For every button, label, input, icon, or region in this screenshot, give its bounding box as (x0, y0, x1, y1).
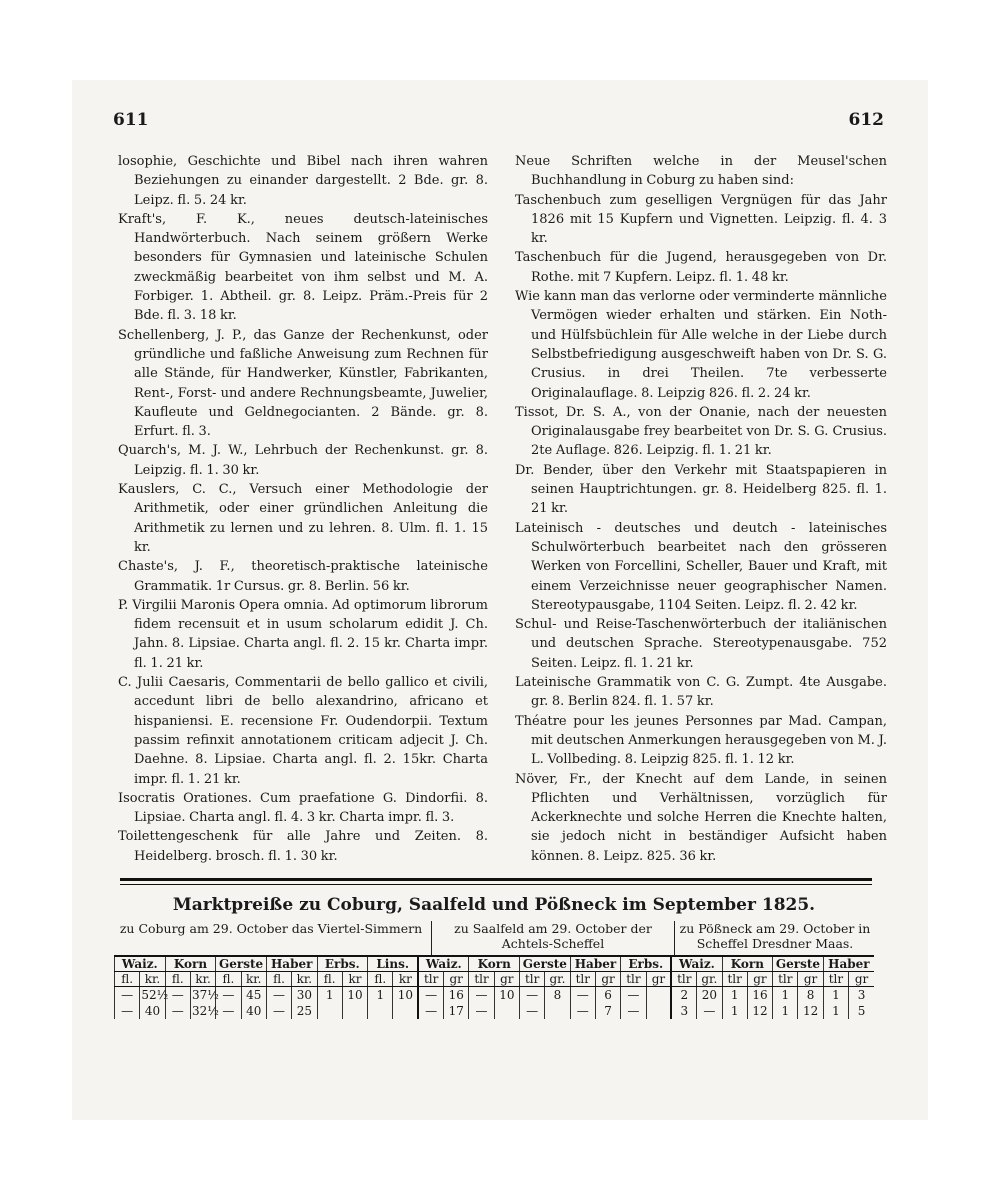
market-title: Marktpreiße zu Coburg, Saalfeld und Pößneck im September 1825. (172, 895, 816, 915)
price-cell (646, 987, 671, 1004)
unit-header: gr (798, 972, 823, 987)
price-cell: — (266, 987, 291, 1004)
price-cell: 32½ (191, 1004, 219, 1018)
unit-header: tlr (520, 972, 545, 987)
unit-header: tlr (773, 972, 798, 987)
unit-header: kr. (292, 972, 317, 987)
table-row (115, 1003, 875, 1019)
price-cell: 30 (292, 987, 317, 1004)
price-cell (317, 1003, 342, 1019)
table-row (115, 987, 875, 1004)
unit-header: tlr (671, 972, 696, 987)
price-cell: 1 (823, 987, 848, 1004)
commodity-header: Haber (266, 956, 317, 972)
price-cell: 40 (140, 1003, 165, 1019)
book-entry: Schul- und Reise-Taschenwörterbuch der italiänischen und deutschen Sprache. Stereotypenausgabe. 752 Seiten. Leipz. fl. 1. 21 kr. (515, 617, 887, 671)
price-cell: — (216, 987, 241, 1004)
commodity-header-row (115, 956, 875, 972)
unit-header: gr (494, 972, 519, 987)
price-cell: — (520, 1003, 545, 1019)
price-cell: — (165, 1003, 190, 1019)
price-cell: 17 (444, 1003, 469, 1019)
book-entry: Kraft's, F. K., neues deutsch-lateinisches Handwörterbuch. Nach seinem größern Werke besonders für Gymnasien und lateinische Schulen zweckmäßig bearbeitet von ihm selbst und M. A. Forbiger. 1. Abtheil. gr. 8. Leipz. Präm.-Preis für 2 Bde. fl. 3. 18 kr. (118, 211, 488, 324)
book-entry: Kauslers, C. C., Versuch einer Methodologie der Arithmetik, oder einer gründlichen Anleitung die Arithmetik zu lernen und zu lehren. 8. Ulm. fl. 1. 15 kr. (118, 482, 488, 555)
section-heading: Neue Schriften welche in der Meusel'schen Buchhandlung in Coburg zu haben sind: (515, 154, 887, 189)
book-entry: C. Julii Caesaris, Commentarii de bello gallico et civili, accedunt libri de bello alexandrino, africano et hispaniensi. E. recensione Fr. Oudendorpii. Textum passim refinxit annotationem criticam adjecit J. Ch. Daehne. 8. Lipsiae. Charta angl. fl. 2. 15kr. Charta impr. fl. 1. 21 kr. (118, 675, 488, 787)
price-rows (115, 987, 875, 1020)
price-cell: 3 (671, 1003, 696, 1019)
unit-header: gr. (545, 972, 570, 987)
price-cell (393, 1003, 418, 1019)
price-cell: — (520, 987, 545, 1004)
unit-header: tlr (570, 972, 595, 987)
commodity-header: Korn (165, 956, 216, 972)
unit-header: fl. (216, 972, 241, 987)
market-group-headers (114, 921, 874, 955)
unit-header: gr (595, 972, 620, 987)
price-cell: 10 (494, 987, 519, 1004)
unit-header: tlr (722, 972, 747, 987)
commodity-header: Korn (722, 956, 773, 972)
price-cell: — (621, 1003, 646, 1019)
commodity-header: Waiz. (671, 956, 722, 972)
unit-header: fl. (317, 972, 342, 987)
group-divider (674, 921, 675, 955)
price-cell: 1 (722, 987, 747, 1004)
price-cell: — (469, 1003, 494, 1019)
price-cell: 8 (798, 987, 823, 1004)
commodity-header: Haber (570, 956, 621, 972)
price-cell: 12 (798, 1003, 823, 1019)
book-entry: Théatre pour les jeunes Personnes par Mad. Campan, mit deutschen Anmerkungen herausgegeben von M. J. L. Vollbeding. 8. Leipzig 825. fl. 1. 12 kr. (515, 713, 887, 768)
book-entry: Toilettengeschenk für alle Jahre und Zeiten. 8. Heidelberg. brosch. fl. 1. 30 kr. (118, 829, 488, 864)
unit-header: gr (849, 972, 874, 987)
divider-rule (120, 878, 872, 881)
price-cell: 6 (595, 987, 620, 1004)
book-entry: Lateinisch - deutsches und deutch - lateinisches Schulwörterbuch bearbeitet nach den grösseren Werken von Forcellini, Scheller, Bauer und Kraft, mit einem Verzeichnisse neuer geographischer Namen. Stereotypausgabe, 1104 Seiten. Leipz. fl. 2. 42 kr. (515, 520, 887, 613)
book-entry: Tissot, Dr. S. A., von der Onanie, nach der neuesten Originalausgabe frey bearbeitet von Dr. S. G. Crusius. 2te Auflage. 826. Leipzig. fl. 1. 21 kr. (515, 404, 887, 459)
book-entry: Taschenbuch für die Jugend, herausgegeben von Dr. Rothe. mit 7 Kupfern. Leipz. fl. 1. 48 kr. (515, 250, 887, 285)
page-number-right: 612 (848, 110, 884, 130)
book-entry: Lateinische Grammatik von C. G. Zumpt. 4te Ausgabe. gr. 8. Berlin 824. fl. 1. 57 kr. (515, 675, 887, 710)
price-cell: 1 (773, 987, 798, 1004)
price-cell: 5 (849, 1003, 874, 1019)
price-cell: 25 (292, 1003, 317, 1019)
price-cell: — (418, 1003, 443, 1019)
unit-header: kr. (190, 972, 215, 987)
commodity-header: Gerste (216, 956, 267, 972)
price-cell: — (469, 987, 494, 1004)
commodity-header: Korn (469, 956, 520, 972)
price-cell: 45 (241, 987, 266, 1004)
price-cell: 7 (595, 1003, 620, 1019)
price-cell: 16 (747, 987, 772, 1004)
unit-header: gr (747, 972, 772, 987)
unit-header: gr (444, 972, 469, 987)
commodity-header: Lins. (368, 956, 419, 972)
price-cell: — (697, 1003, 722, 1019)
commodity-header: Erbs. (317, 956, 368, 972)
price-cell: 1 (773, 1003, 798, 1019)
unit-header-row (115, 972, 875, 987)
commodity-header: Erbs. (621, 956, 672, 972)
unit-header: gr. (697, 972, 722, 987)
divider-rule (120, 884, 872, 885)
commodity-header: Gerste (520, 956, 571, 972)
price-cell: — (418, 987, 443, 1004)
book-entry: P. Virgilii Maronis Opera omnia. Ad optimorum librorum fidem recensuit et in usum scholarum edidit J. Ch. Jahn. 8. Lipsiae. Charta angl. fl. 2. 15 kr. Charta impr. fl. 1. 21 kr. (118, 597, 488, 671)
book-entry: Schellenberg, J. P., das Ganze der Rechenkunst, oder gründliche und faßliche Anweisung zum Rechnen für alle Stände, für Handwerker, Künstler, Fabrikanten, Rent-, Forst- und andere Rechnungsbeamte, Juwelier, Kaufleute und Geldnegocianten. 2 Bände. gr. 8. Erfurt. fl. 3. (118, 327, 488, 440)
book-entry: Isocratis Orationes. Cum praefatione G. Dindorfii. 8. Lipsiae. Charta angl. fl. 4. 3 kr. Charta impr. fl. 3. (118, 790, 488, 826)
price-cell: 1 (368, 987, 393, 1004)
unit-header: gr (646, 972, 671, 987)
unit-header: kr. (241, 972, 266, 987)
price-cell (646, 1003, 671, 1019)
left-column (118, 152, 488, 866)
group-header-coburg: zu Coburg am 29. October das Viertel-Simmern (119, 921, 423, 936)
page-number-left: 611 (113, 110, 149, 130)
price-cell: — (165, 987, 190, 1004)
price-cell: — (115, 987, 140, 1004)
price-cell: 2 (671, 987, 696, 1004)
price-cell: — (570, 987, 595, 1004)
group-divider (431, 921, 432, 955)
price-cell (494, 1003, 519, 1019)
unit-header: kr (342, 972, 367, 987)
book-entry: Chaste's, J. F., theoretisch-praktische lateinische Grammatik. 1r Cursus. gr. 8. Berlin. 56 kr. (118, 559, 488, 594)
price-cell: 37½ (191, 988, 219, 1002)
unit-header: kr (393, 972, 418, 987)
book-entry: Növer, Fr., der Knecht auf dem Lande, in seinen Pflichten und Verhältnissen, vorzüglich für Ackerknechte und solche Herren die Knechte halten, sie jedoch nicht in beständiger Aufsicht haben können. 8. Leipz. 825. 36 kr. (515, 771, 887, 864)
unit-header: fl. (266, 972, 291, 987)
price-cell: — (621, 987, 646, 1004)
commodity-header: Waiz. (418, 956, 469, 972)
group-header-poessneck: zu Pößneck am 29. October in Scheffel Dresdner Maas. (679, 921, 871, 951)
unit-header: tlr (469, 972, 494, 987)
price-cell: — (570, 1003, 595, 1019)
unit-header: fl. (115, 972, 140, 987)
book-entry: losophie, Geschichte und Bibel nach ihren wahren Beziehungen zu einander dargestellt. 2 Bde. gr. 8. Leipz. fl. 5. 24 kr. (118, 154, 488, 208)
price-cell (368, 1003, 393, 1019)
price-cell: 3 (849, 987, 874, 1004)
price-cell: 12 (747, 1003, 772, 1019)
price-cell: — (216, 1003, 241, 1019)
commodity-header: Haber (823, 956, 874, 972)
price-cell: — (266, 1003, 291, 1019)
commodity-header: Gerste (773, 956, 824, 972)
price-cell: 16 (444, 987, 469, 1004)
right-column (515, 152, 887, 866)
price-cell: — (115, 1003, 140, 1019)
book-entry: Quarch's, M. J. W., Lehrbuch der Rechenkunst. gr. 8. Leipzig. fl. 1. 30 kr. (118, 443, 488, 478)
unit-header: tlr (418, 972, 443, 987)
price-cell: 20 (697, 987, 722, 1004)
price-cell: 1 (317, 987, 342, 1004)
book-entry: Wie kann man das verlorne oder verminderte männliche Vermögen wieder erhalten und stärken. Ein Noth- und Hülfsbüchlein für Alle welche in der Liebe durch Selbstbefriedigung ausgeschweift haben von Dr. S. G. Crusius. in drei Theilen. 7te verbesserte Originalauflage. 8. Leipzig 826. fl. 2. 24 kr. (515, 289, 887, 401)
unit-header: kr. (140, 972, 165, 987)
unit-header: fl. (165, 972, 190, 987)
price-cell (342, 1003, 367, 1019)
unit-header: tlr (621, 972, 646, 987)
group-header-saalfeld: zu Saalfeld am 29. October der Achtels-Scheffel (454, 921, 652, 951)
price-cell: 10 (342, 987, 367, 1004)
price-cell: 1 (722, 1003, 747, 1019)
price-cell: 1 (823, 1003, 848, 1019)
book-entry: Dr. Bender, über den Verkehr mit Staatspapieren in seinen Hauptrichtungen. gr. 8. Heidelberg 825. fl. 1. 21 kr. (515, 462, 887, 517)
market-prices (114, 895, 874, 1019)
book-entry: Taschenbuch zum geselligen Vergnügen für das Jahr 1826 mit 15 Kupfern und Vignetten. Leipzig. fl. 4. 3 kr. (515, 192, 887, 247)
price-cell: 8 (545, 987, 570, 1004)
unit-header: tlr (823, 972, 848, 987)
unit-header: fl. (368, 972, 393, 987)
price-cell: 40 (241, 1003, 266, 1019)
price-cell: 10 (393, 987, 418, 1004)
price-cell: 52½ (141, 988, 169, 1002)
price-cell (545, 1003, 570, 1019)
commodity-header: Waiz. (115, 956, 166, 972)
price-table (114, 955, 874, 1019)
